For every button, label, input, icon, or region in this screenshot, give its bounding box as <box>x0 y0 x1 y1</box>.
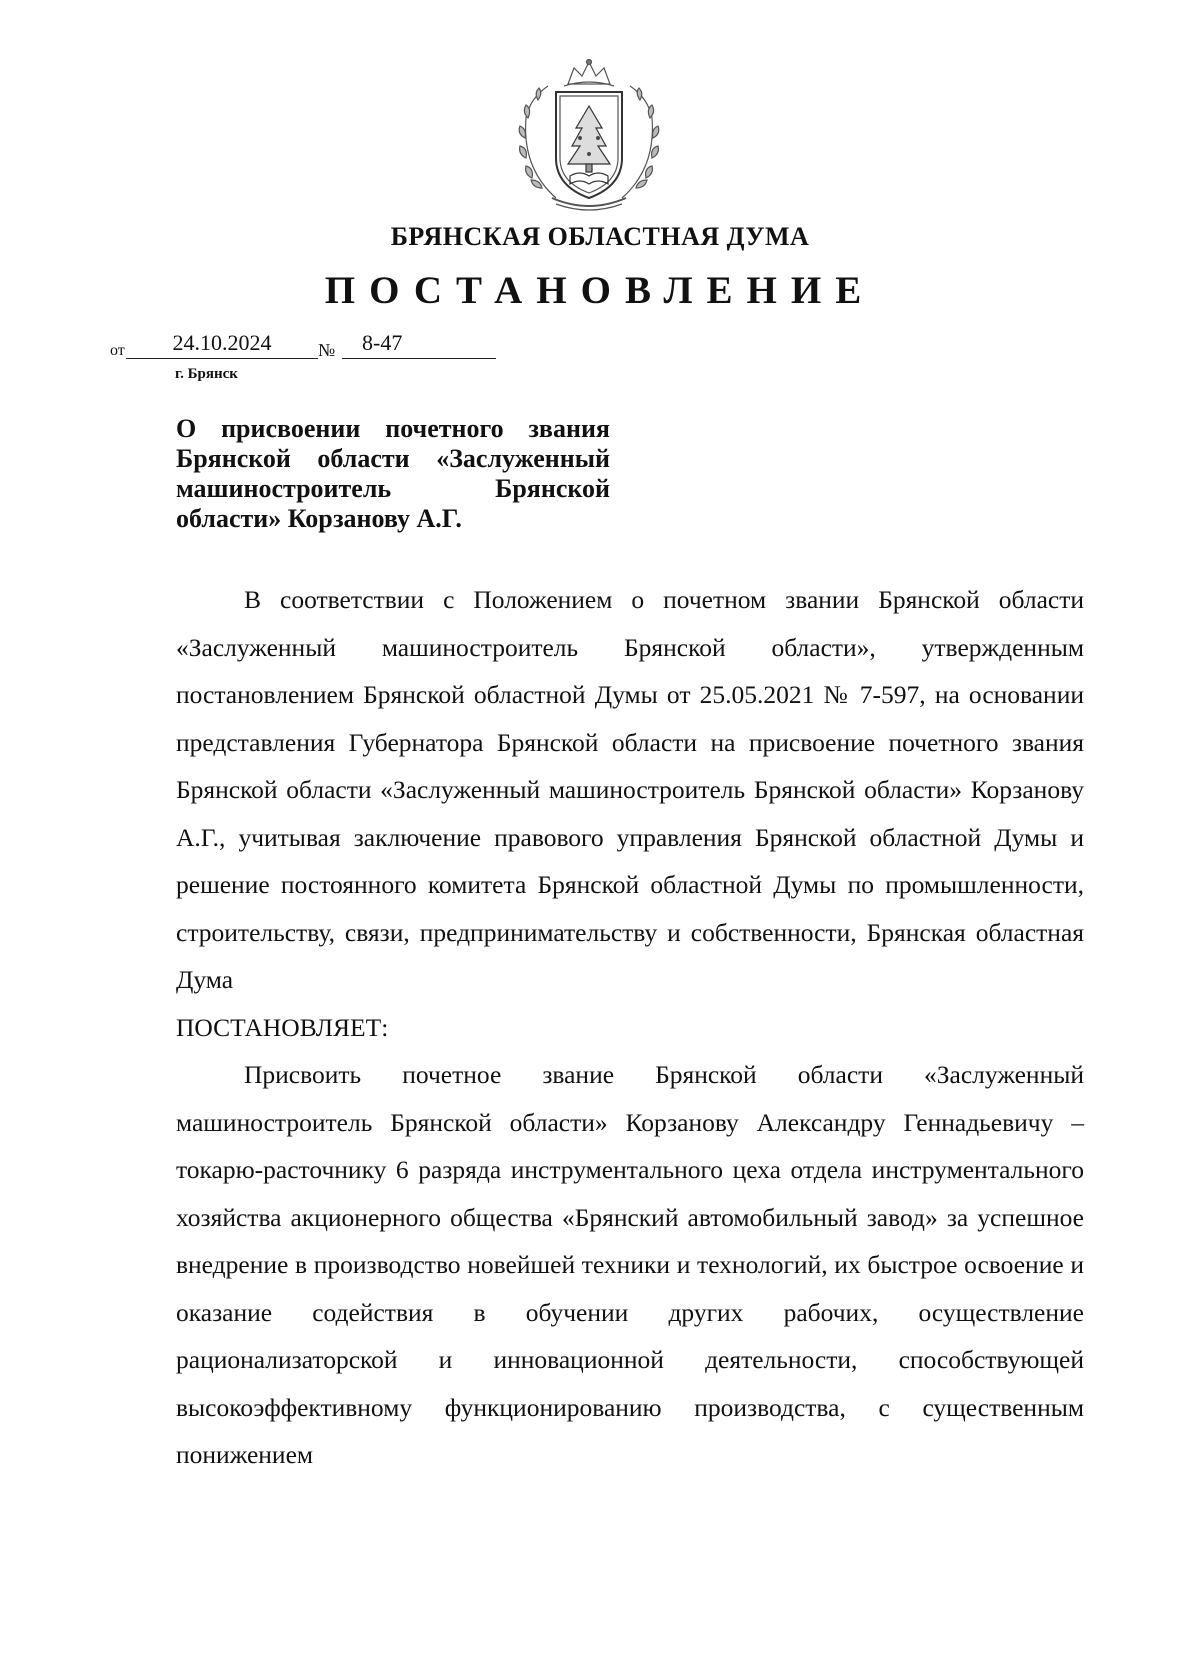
coat-of-arms-icon <box>512 58 666 214</box>
number-prefix: № <box>318 340 336 360</box>
document-date: 24.10.2024 <box>126 330 318 359</box>
document-number: 8-47 <box>342 330 496 359</box>
date-prefix: от <box>110 342 125 359</box>
document-subject: О присвоении почетного звания Брянской области «Заслуженный машиностроитель Брянской области» Корзанову А.Г. <box>176 414 610 533</box>
paragraph-decision: Присвоить почетное звание Брянской области «Заслуженный машиностроитель Брянской области» Корзанову Александру Геннадьевичу – токарю-расточнику 6 разряда инструментального цеха отдела инструментального хозяйства акционерного общества «Брянский автомобильный завод» за успешное внедрение в производство новейшей техники и технологий, их быстрое освоение и оказание содействия в обучении других рабочих, осуществление рационализаторской и инновационной деятельности, способствующей высокоэффективному функционированию производства, с существенным понижением <box>176 1060 1084 1469</box>
document-body <box>176 576 1084 1479</box>
city-name: г. Брянск <box>175 366 238 382</box>
paragraph-basis: В соответствии с Положением о почетном звании Брянской области «Заслуженный машиностроитель Брянской области», утвержденным постановлением Брянской областной Думы от 25.05.2021 № 7-597, на основании представления Губернатора Брянской области на присвоение почетного звания Брянской области «Заслуженный машиностроитель Брянской области» Корзанову А.Г., учитывая заключение правового управления Брянской областной Думы и решение постоянного комитета Брянской областной Думы по промышленности, строительству, связи, предпринимательству и собственности, Брянская областная Дума <box>176 585 1084 994</box>
decree-word: ПОСТАНОВЛЯЕТ: <box>176 1012 389 1042</box>
organization-name: БРЯНСКАЯ ОБЛАСТНАЯ ДУМА <box>390 222 810 251</box>
document-type-title: ПОСТАНОВЛЕНИЕ <box>324 269 876 312</box>
